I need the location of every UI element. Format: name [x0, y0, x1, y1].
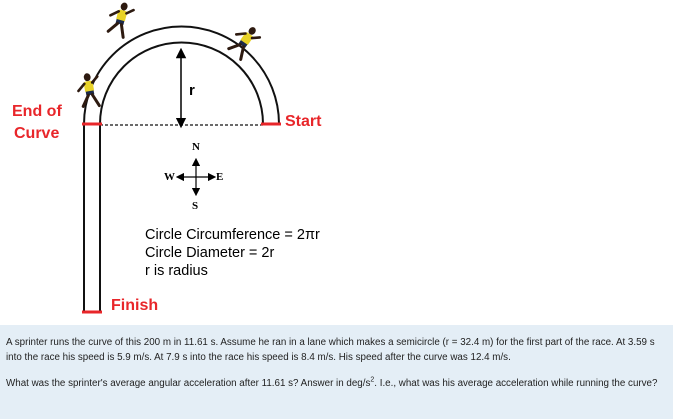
question-exponent: 2 [370, 376, 375, 384]
compass-north-label: N [192, 141, 200, 153]
question-text-before: What was the sprinter's average angular acceleration after 11.61 s? Answer in deg/s [6, 378, 371, 389]
question-paragraph-1: A sprinter runs the curve of this 200 m in 11.61 s. Assume he ran in a lane which makes a semicircle (r = 32.4 m) for the first part of the race. At 3.59 s into the race his speed is 5.9 m/s. At 7.9 s into the race his speed is 8.4 m/s. His speed after the curve was 12.4 m/s. [6, 337, 655, 363]
start-label: Start [285, 113, 322, 130]
compass-west-label: W [164, 171, 175, 183]
question-panel [0, 325, 673, 419]
end-of-curve-label-line2: Curve [14, 125, 60, 142]
radius-label: r [189, 82, 195, 99]
compass-south-label: S [192, 200, 199, 212]
compass-east-label: E [216, 171, 224, 183]
radius-note: r is radius [145, 263, 208, 279]
diameter-formula: Circle Diameter = 2r [145, 245, 275, 261]
circumference-formula: Circle Circumference = 2πr [145, 227, 320, 243]
sprinter-figure-1 [106, 0, 135, 38]
question-text-after: . I.e., what was his average acceleration while running the curve? [374, 378, 658, 389]
end-of-curve-label-line1: End of [12, 103, 62, 120]
sprinter-figure-3 [76, 72, 103, 109]
question-paragraph-2 [6, 376, 666, 391]
finish-label: Finish [111, 297, 159, 314]
